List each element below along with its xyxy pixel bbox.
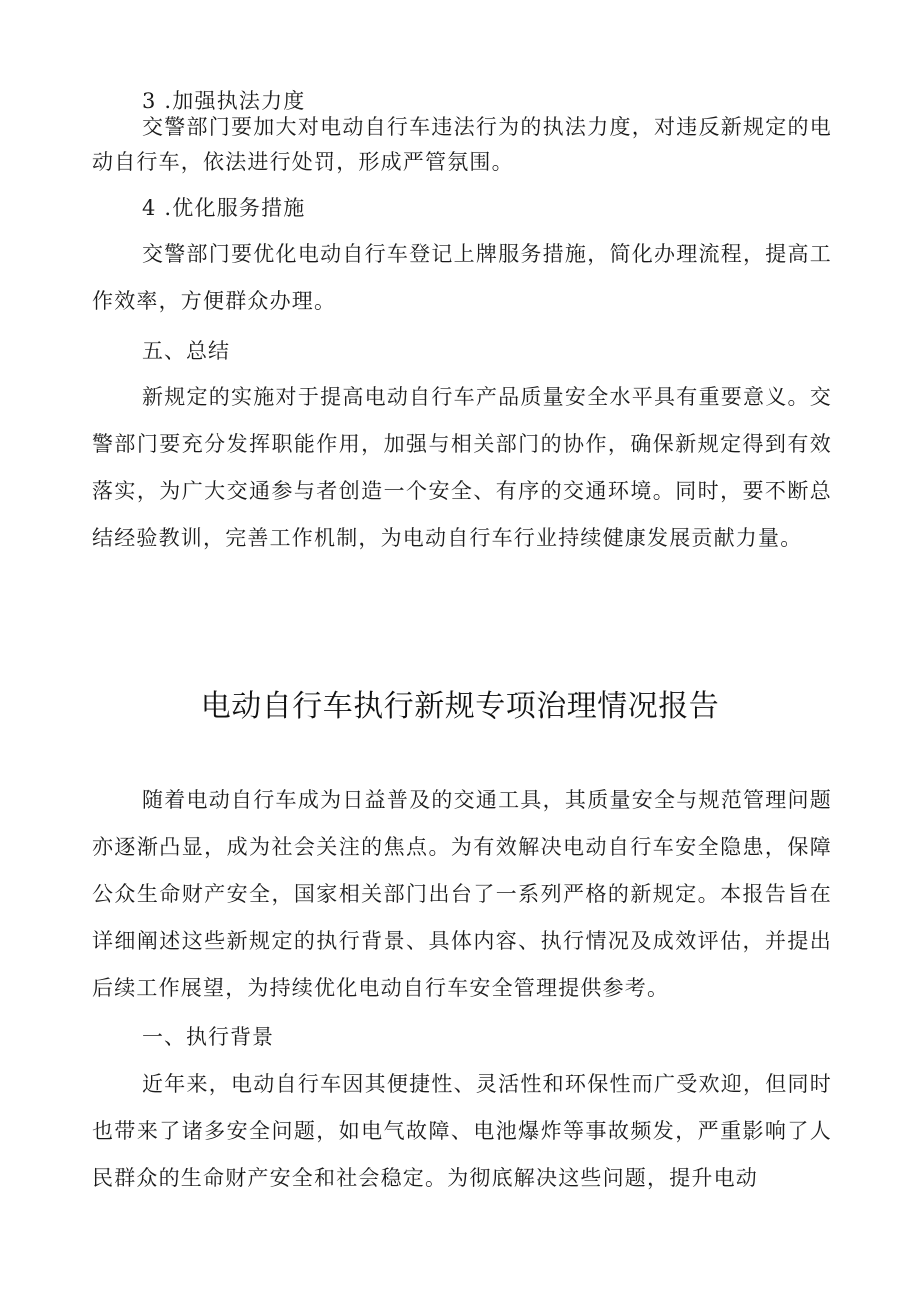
report-intro: 随着电动自行车成为日益普及的交通工具，其质量安全与规范管理问题亦逐渐凸显，成为社会关注的焦点。为有效解决电动自行车安全隐患，保障公众生命财产安全，国家相关部门出台了一系列严格的新规定。本报告旨在详细阐述这些新规定的执行背景、具体内容、执行情况及成效评估，并提出后续工作展望，为持续优化电动自行车安全管理提供参考。: [92, 788, 832, 1000]
item-4-title: 4 .优化服务措施: [142, 196, 306, 220]
section-1-body: 近年来，电动自行车因其便捷性、灵活性和环保性而广受欢迎，但同时也带来了诸多安全问题，如电气故障、电池爆炸等事故频发，严重影响了人民群众的生命财产安全和社会稳定。为彻底解决这些问题，提升电动: [92, 1072, 832, 1190]
item-3-title: 3 .加强执法力度: [142, 89, 306, 113]
item-4-body: 交警部门要优化电动自行车登记上牌服务措施，简化办理流程，提高工作效率，方便群众办理。: [92, 242, 832, 313]
section-1-heading: 一、执行背景: [142, 1025, 274, 1049]
item-3-body: 交警部门要加大对电动自行车违法行为的执法力度，对违反新规定的电动自行车，依法进行处罚，形成严管氛围。: [92, 115, 832, 174]
summary-heading: 五、总结: [142, 339, 230, 363]
summary-body: 新规定的实施对于提高电动自行车产品质量安全水平具有重要意义。交警部门要充分发挥职能作用，加强与相关部门的协作，确保新规定得到有效落实，为广大交通参与者创造一个安全、有序的交通环境。同时，要不断总结经验教训，完善工作机制，为电动自行车行业持续健康发展贡献力量。: [92, 385, 832, 550]
report-title: 电动自行车执行新规专项治理情况报告: [200, 689, 720, 724]
